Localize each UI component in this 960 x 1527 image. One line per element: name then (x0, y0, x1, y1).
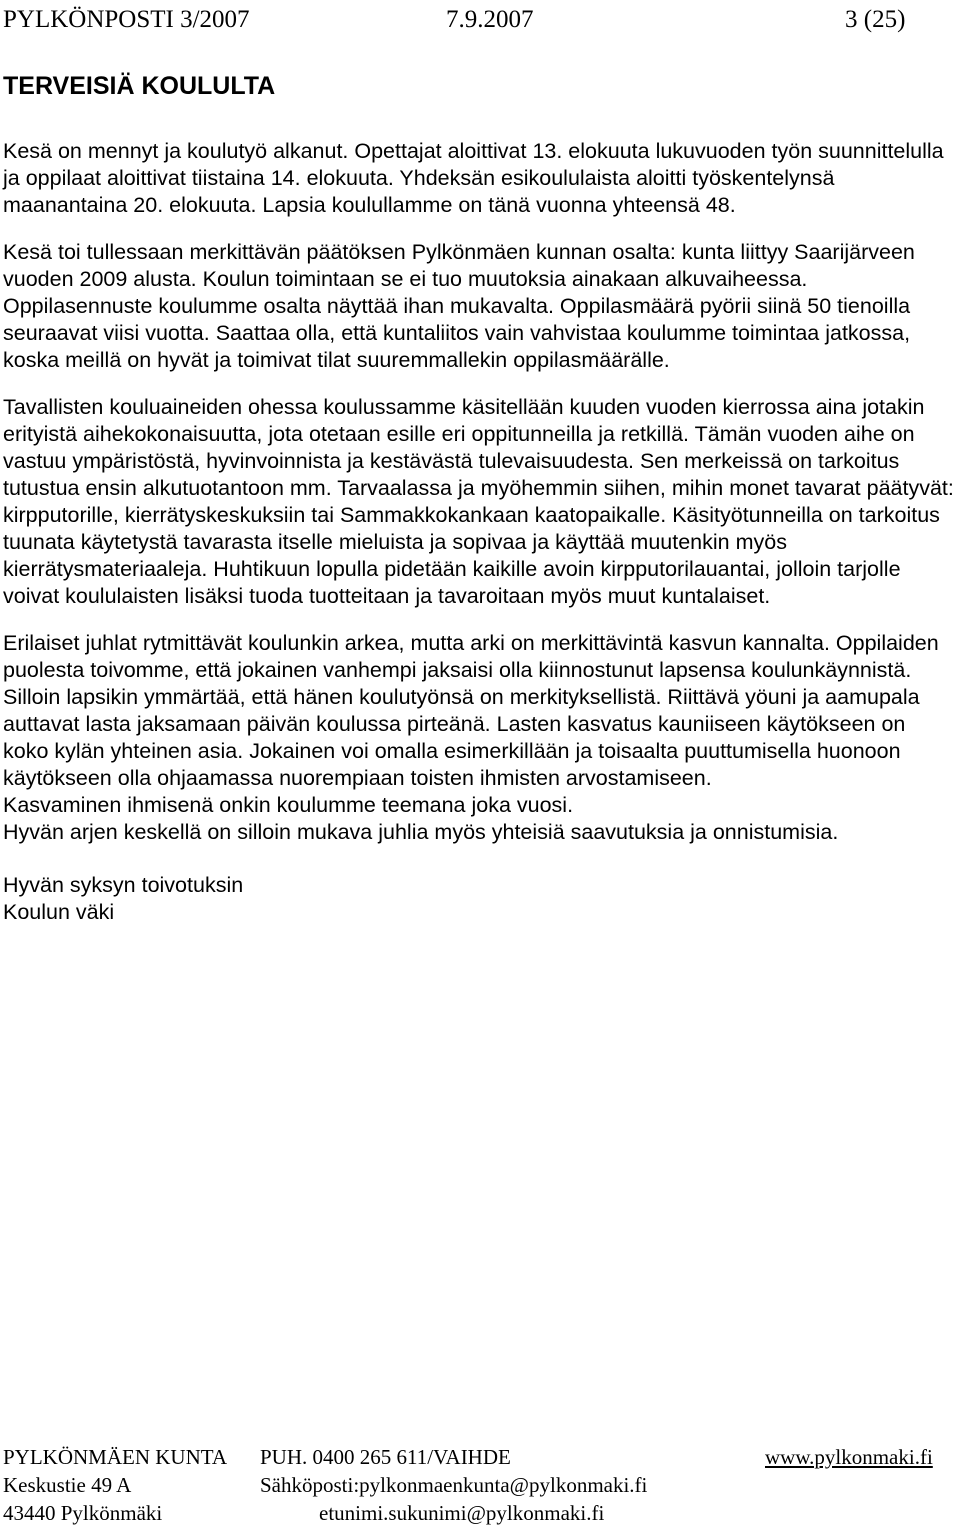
article-paragraph: Erilaiset juhlat rytmittävät koulunkin arkea, mutta arki on merkittävintä kasvun kannalta. Oppilaiden puolesta toivomme, että jokainen vanhempi jaksaisi olla kiinnostunut lapsensa koulunkäynnistä. Silloin lapsikin ymmärtää, että hänen koulutyönsä on merkityksellistä. Riittävä yöuni ja aamupala auttavat lasta jaksamaan päivän koulussa pirteänä. Lasten kasvatus kauniiseen käytökseen on koko kylän yhteinen asia. Jokainen voi omalla esimerkillään ja toisaalta puuttumisella huonoon käytökseen olla ohjaamassa nuorempiaan toisten ihmisten arvostamiseen. (3, 631, 939, 790)
footer-email: Sähköposti:pylkonmaenkunta@pylkonmaki.fi (260, 1473, 648, 1497)
spacer (3, 846, 955, 872)
closing-line: Hyvän arjen keskellä on silloin mukava juhlia myös yhteisiä saavutuksia ja onnistumisia. (3, 820, 839, 844)
page-footer (3, 1443, 958, 1527)
article-paragraph: Kesä on mennyt ja koulutyö alkanut. Opettajat aloittivat 13. elokuuta lukuvuoden työn suunnittelulla ja oppilaat aloittivat tiistaina 14. elokuuta. Yhdeksän esikoululaista aloitti työskentelynsä maanantaina 20. elokuuta. Lapsia koulullamme on tänä vuonna yhteensä 48. (3, 139, 944, 217)
page-header (3, 4, 950, 40)
footer-website-link[interactable]: www.pylkonmaki.fi (765, 1445, 933, 1469)
signature: Koulun väki (3, 900, 115, 924)
article-title: TERVEISIÄ KOULULTA (3, 72, 276, 100)
page-number: 3 (25) (845, 6, 906, 33)
footer-email-pattern: etunimi.sukunimi@pylkonmaki.fi (319, 1501, 605, 1525)
article (3, 70, 955, 926)
article-paragraph: Tavallisten kouluaineiden ohessa koulussamme käsitellään kuuden vuoden kierrossa aina jotakin erityistä aihekokonaisuutta, jota otetaan esille eri oppitunneilla ja retkillä. Tämän vuoden aihe on vastuu ympäristöstä, hyvinvoinnista ja kestävästä tulevaisuudesta. Sen merkeissä on tarkoitus tutustua ensin alkutuotantoon mm. Tarvaalassa ja myöhemmin siihen, mihin monet tavarat päätyvät: kirpputorille, kierrätyskeskuksiin tai Sammakkokankaan kaatopaikalle. Käsityötunneilla on tarkoitus tuunata käytetystä tavarasta itselle mieluista ja sopivaa ja käyttää muutenkin myös kierrätysmateriaaleja. Huhtikuun lopulla pidetään kaikille avoin kirpputorilauantai, jolloin tarjolle voivat koululaisten lisäksi tuoda tuotteitaan ja tavaroitaan myös muut kuntalaiset. (3, 395, 954, 608)
greeting: Hyvän syksyn toivotuksin (3, 873, 244, 897)
footer-phone: PUH. 0400 265 611/VAIHDE (260, 1445, 511, 1469)
footer-postal: 43440 Pylkönmäki (3, 1501, 163, 1525)
footer-org: PYLKÖNMÄEN KUNTA (3, 1445, 228, 1469)
footer-street: Keskustie 49 A (3, 1473, 132, 1497)
article-paragraph: Kesä toi tullessaan merkittävän päätöksen Pylkönmäen kunnan osalta: kunta liittyy Saarijärveen vuoden 2009 alusta. Koulun toimintaan se ei tuo muutoksia ainakaan alkuvaiheessa. Oppilasennuste koulumme osalta näyttää ihan mukavalta. Oppilasmäärä pyörii siinä 50 tienoilla seuraavat viisi vuotta. Saattaa olla, että kuntaliitos vain vahvistaa koulumme toimintaa jatkossa, koska meillä on hyvät ja toimivat tilat suuremmallekin oppilasmäärälle. (3, 240, 915, 372)
publication-date: 7.9.2007 (446, 6, 534, 33)
closing-line: Kasvaminen ihmisenä onkin koulumme teemana joka vuosi. (3, 793, 574, 817)
publication-name: PYLKÖNPOSTI 3/2007 (3, 6, 250, 33)
